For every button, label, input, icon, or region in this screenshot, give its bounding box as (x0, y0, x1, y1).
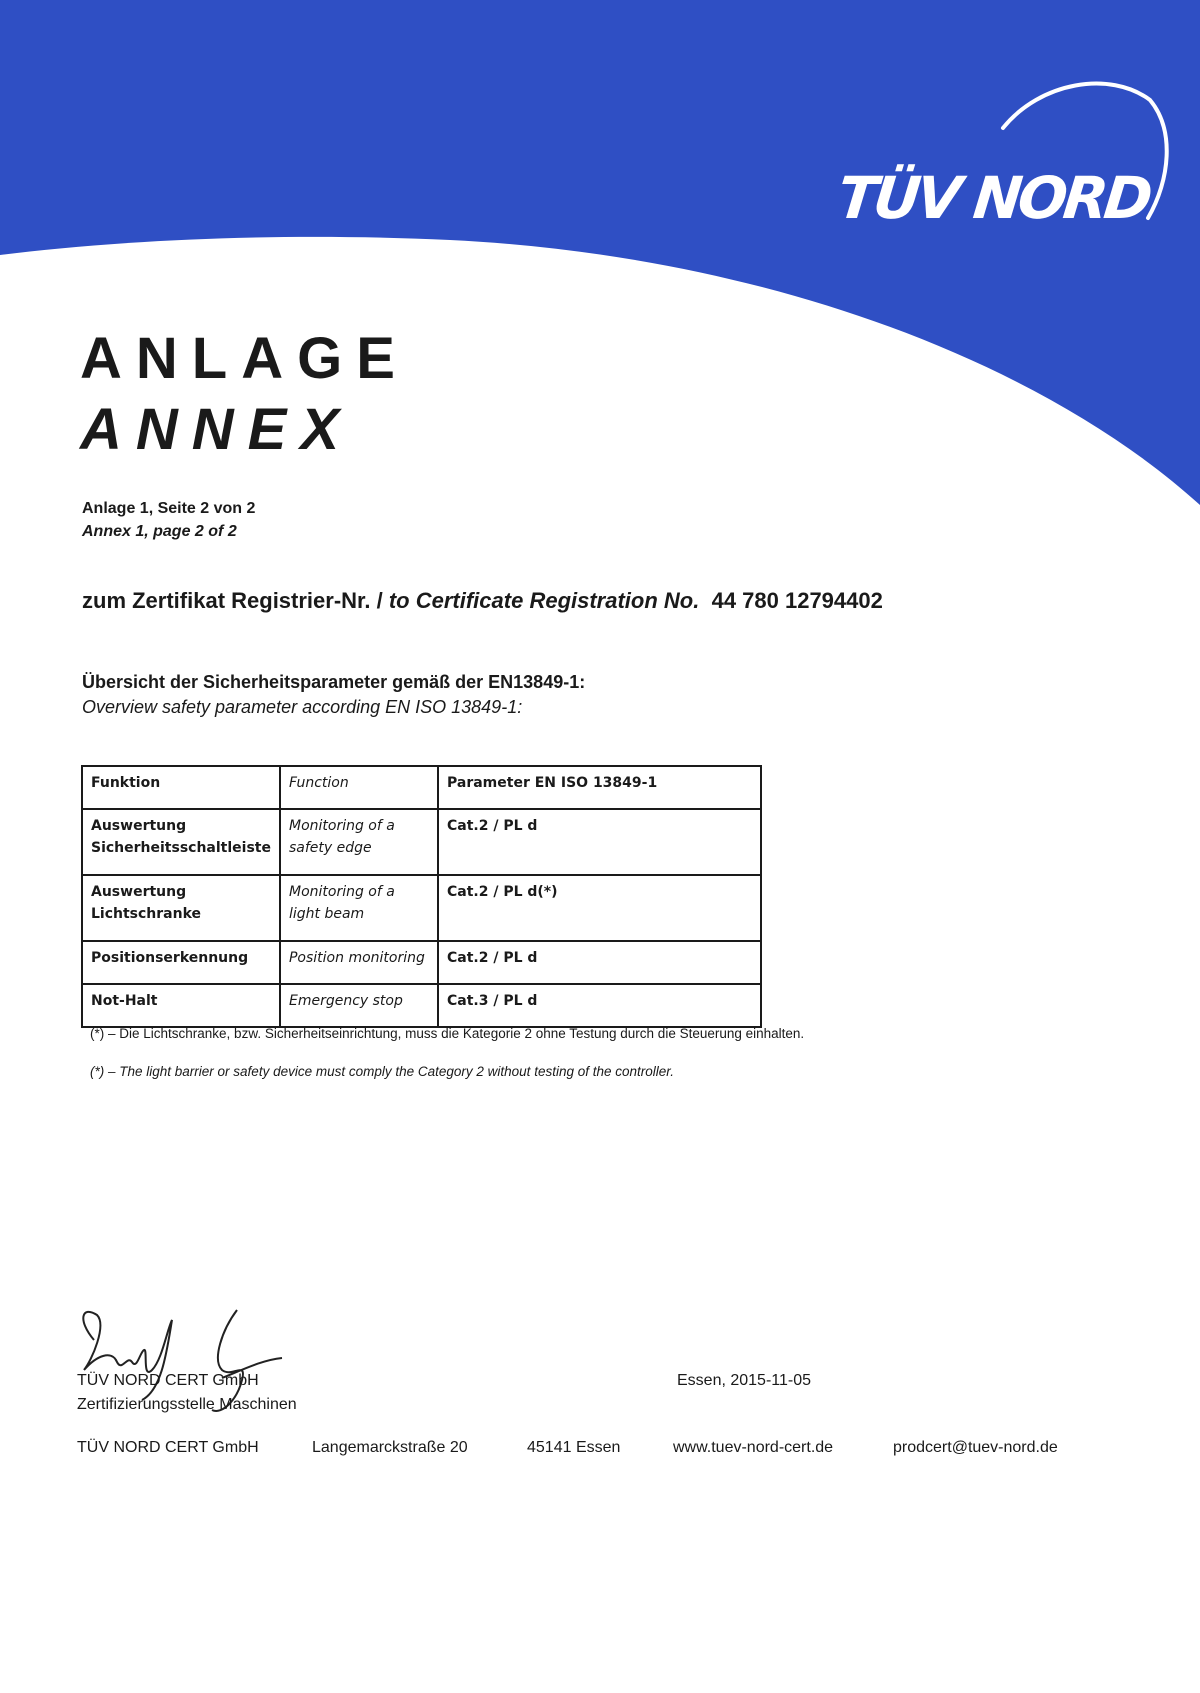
cell-parameter: Cat.3 / PL d (438, 984, 761, 1027)
annex-page-de: Anlage 1, Seite 2 von 2 (82, 500, 256, 517)
certificate-registration (82, 588, 883, 614)
cell-funktion (82, 875, 280, 941)
cell-parameter: Cat.2 / PL d(*) (438, 875, 761, 941)
footer-city: 45141 Essen (527, 1439, 621, 1456)
cell-parameter: Cat.2 / PL d (438, 809, 761, 875)
cell-parameter: Cat.2 / PL d (438, 941, 761, 984)
page-title-de: ANLAGE (80, 326, 409, 391)
header-parameter: Parameter EN ISO 13849-1 (438, 766, 761, 809)
cell-funktion (82, 809, 280, 875)
overview-heading-de: Übersicht der Sicherheitsparameter gemäß der EN13849-1: (82, 672, 586, 692)
page-title-en: ANNEX (80, 397, 354, 462)
cell-funktion: Not-Halt (82, 984, 280, 1027)
cell-line: safety edge (288, 840, 372, 856)
footer-company: TÜV NORD CERT GmbH (77, 1439, 259, 1456)
registration-prefix-en: to Certificate Registration No. (388, 588, 700, 613)
cell-line: light beam (288, 906, 365, 922)
cell-function: Emergency stop (280, 984, 438, 1027)
cell-funktion: Positionserkennung (82, 941, 280, 984)
signature-unit: Zertifizierungsstelle Maschinen (77, 1396, 297, 1413)
cell-function: Position monitoring (280, 941, 438, 984)
cell-line: Lichtschranke (91, 906, 202, 922)
header-funktion: Funktion (82, 766, 280, 809)
table-row (82, 984, 761, 1027)
cell-line: Sicherheitsschaltleiste (91, 840, 271, 856)
footnote-de: (*) – Die Lichtschranke, bzw. Sicherheitseinrichtung, muss die Kategorie 2 ohne Testung durch die Steuerung einhalten. (90, 1026, 805, 1041)
footer-street: Langemarckstraße 20 (312, 1439, 468, 1456)
overview-heading-en: Overview safety parameter according EN ISO 13849-1: (82, 697, 523, 717)
table-row (82, 941, 761, 984)
cell-function (280, 875, 438, 941)
safety-parameter-table (81, 765, 762, 1028)
registration-prefix-de: zum Zertifikat Registrier-Nr. / (82, 588, 389, 613)
place-and-date: Essen, 2015-11-05 (677, 1372, 812, 1389)
annex-page-en: Annex 1, page 2 of 2 (82, 523, 237, 540)
header-function: Function (280, 766, 438, 809)
cell-function (280, 809, 438, 875)
tuev-nord-logo: TÜV NORD (834, 164, 1152, 232)
footer-website-link[interactable]: www.tuev-nord-cert.de (673, 1439, 834, 1456)
signature-organization: TÜV NORD CERT GmbH (77, 1372, 259, 1389)
table-row (82, 875, 761, 941)
table-row (82, 809, 761, 875)
cell-line: Auswertung (91, 884, 187, 900)
cell-line: Monitoring of a (288, 884, 395, 900)
footer-email-link[interactable]: prodcert@tuev-nord.de (893, 1439, 1058, 1456)
footnote-en: (*) – The light barrier or safety device must comply the Category 2 without testing of the controller. (90, 1064, 675, 1079)
table-header-row (82, 766, 761, 809)
cell-line: Auswertung (91, 818, 187, 834)
registration-number: 44 780 12794402 (711, 588, 883, 613)
cell-line: Monitoring of a (288, 818, 395, 834)
